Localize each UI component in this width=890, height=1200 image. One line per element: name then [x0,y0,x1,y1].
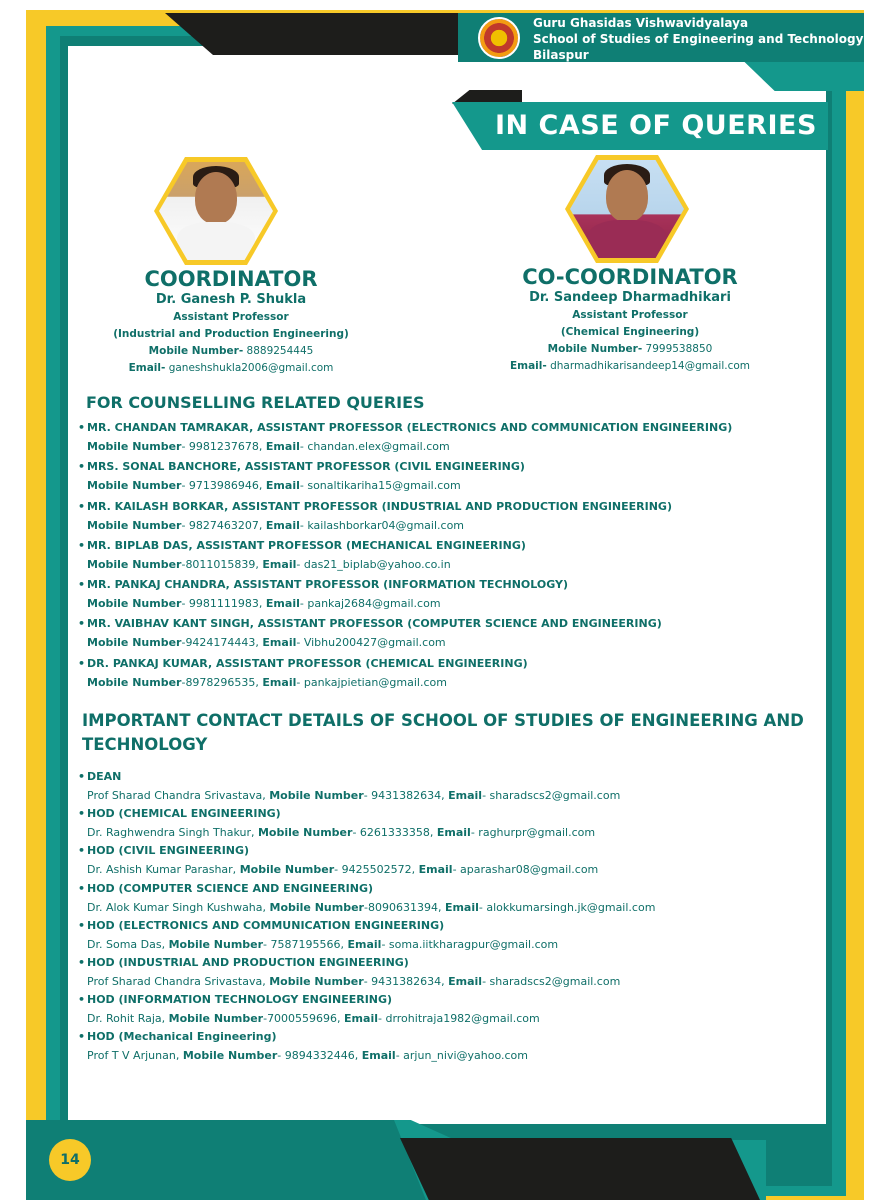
mobile-label: Mobile Number [87,518,182,532]
list-item [78,458,818,497]
email-label: Email [436,826,471,840]
contact-details [78,594,818,613]
contact-details [78,476,818,495]
list-item [78,537,818,576]
email-link[interactable]: dharmadhikarisandeep14@gmail.com [546,360,751,372]
email-link[interactable]: - pankaj2684@gmail.com [299,597,441,611]
email-label: Email [448,974,483,988]
footer-black-band [400,1138,760,1200]
mobile-label: Mobile Number [87,636,182,650]
contact-details [78,823,818,842]
contact-details [78,437,818,456]
mobile-label: Mobile Number- [547,343,643,355]
mobile-value: -8011015839, [181,557,263,571]
list-item [78,498,818,537]
mobile-value: - 9431382634, [363,789,449,802]
contact-heading: • HOD (COMPUTER SCIENCE AND ENGINEERING) [78,880,818,898]
contact-heading: • HOD (CIVIL ENGINEERING) [78,842,818,860]
email-label: Email [444,900,479,914]
list-item [78,880,818,917]
list-item [78,576,818,615]
photo-face [606,170,648,222]
mobile-value: - 9713986946, [181,479,266,493]
contact-details [78,860,818,879]
email-label: Email [265,518,300,532]
coordinator-mobile [96,343,366,360]
list-item [78,917,818,954]
mobile-label: Mobile Number [168,1012,264,1026]
email-label: Email- [509,360,547,372]
contact-heading: • DR. PANKAJ KUMAR, ASSISTANT PROFESSOR (CHEMICAL ENGINEERING) [78,655,818,673]
mobile-value: - 9431382634, [363,974,449,988]
counselling-section-title: FOR COUNSELLING RELATED QUERIES [86,393,425,412]
mobile-label: Mobile Number- [148,345,244,357]
contact-heading: • MRS. SONAL BANCHORE, ASSISTANT PROFESSOR (CIVIL ENGINEERING) [78,458,818,476]
list-item [78,419,818,458]
email-link[interactable]: - sharadscs2@gmail.com [482,789,621,802]
contact-details [78,972,818,991]
coordinator-role: COORDINATOR [144,267,318,291]
contact-heading: • MR. CHANDAN TAMRAKAR, ASSISTANT PROFESSOR (ELECTRONICS AND COMMUNICATION ENGINEERING) [78,419,818,437]
coordinator-card [96,268,366,377]
email-link[interactable]: - arjun_nivi@yahoo.com [395,1049,528,1063]
mobile-label: Mobile Number [87,557,182,571]
co-coordinator-email [490,358,770,375]
contact-details [78,898,818,917]
contact-heading: • HOD (INFORMATION TECHNOLOGY ENGINEERING) [78,991,818,1009]
person-name: Dr. Raghwendra Singh Thakur, [87,826,258,840]
mobile-value: - 7587195566, [263,937,348,951]
mobile-label: Mobile Number [87,440,182,453]
mobile-value: -9424174443, [181,636,263,650]
university-logo-icon [478,17,520,59]
mobile-value: - 9981237678, [181,440,266,453]
mobile-label: Mobile Number [239,863,335,877]
person-name: Dr. Rohit Raja, [87,1012,169,1026]
city-name: Bilaspur [533,48,589,62]
contact-heading: • DEAN [78,768,818,786]
mobile-value: -8090631394, [363,900,445,914]
photo-face [195,172,237,224]
person-name: Dr. Ashish Kumar Parashar, [87,863,240,877]
list-item [78,991,818,1028]
contact-details [78,673,818,692]
contact-details [78,555,818,574]
list-item [78,615,818,654]
counselling-list [78,419,818,694]
email-link[interactable]: - das21_biplab@yahoo.co.in [296,557,451,571]
email-link[interactable]: ganeshshukla2006@gmail.com [165,362,334,374]
email-label: Email [262,675,297,689]
email-label: Email [265,597,300,611]
email-label: Email [344,1012,378,1026]
contact-details [78,633,818,652]
email-link[interactable]: - sonaltikariha15@gmail.com [299,479,461,493]
email-link[interactable]: - Vibhu200427@gmail.com [296,636,446,650]
email-link[interactable]: - aparashar08@gmail.com [452,863,599,877]
school-name: School of Studies of Engineering and Technology [533,32,864,46]
university-name: Guru Ghasidas Vishwavidyalaya [533,16,749,30]
contact-heading: • HOD (CHEMICAL ENGINEERING) [78,805,818,823]
contact-heading: • HOD (Mechanical Engineering) [78,1028,818,1046]
person-name: Prof Sharad Chandra Srivastava, [87,974,270,988]
contact-details [78,786,818,805]
co-coordinator-photo [570,160,684,258]
list-item [78,655,818,694]
person-name: Dr. Alok Kumar Singh Kushwaha, [87,900,270,914]
page-number-badge [49,1139,91,1181]
email-label: Email [361,1049,396,1063]
email-label: Email [262,557,297,571]
page-number: 14 [60,1152,80,1168]
mobile-value: 7999538850 [642,343,713,355]
email-link[interactable]: - raghurpr@gmail.com [470,826,596,840]
coordinator-designation: Assistant Professor [173,311,289,323]
photo-shirt [588,220,666,258]
contact-heading: • MR. VAIBHAV KANT SINGH, ASSISTANT PROFESSOR (COMPUTER SCIENCE AND ENGINEERING) [78,615,818,633]
contact-heading: • HOD (ELECTRONICS AND COMMUNICATION ENGINEERING) [78,917,818,935]
contact-heading: • MR. BIPLAB DAS, ASSISTANT PROFESSOR (MECHANICAL ENGINEERING) [78,537,818,555]
email-label: Email [265,479,300,493]
contact-details [78,516,818,535]
mobile-value: - 9981111983, [181,597,266,611]
mobile-label: Mobile Number [87,675,182,689]
mobile-value: -7000559696, [263,1012,345,1026]
co-coordinator-designation: Assistant Professor [572,309,688,321]
coordinator-photo [159,162,273,260]
email-label: Email [347,937,382,951]
contact-heading: • MR. PANKAJ CHANDRA, ASSISTANT PROFESSOR (INFORMATION TECHNOLOGY) [78,576,818,594]
email-link[interactable]: - drrohitraja1982@gmail.com [378,1012,540,1026]
mobile-label: Mobile Number [269,900,364,914]
co-coordinator-department: (Chemical Engineering) [560,326,700,338]
email-link[interactable]: - sharadscs2@gmail.com [482,974,621,988]
email-label: Email- [128,362,166,374]
coordinator-email [96,360,366,377]
person-name: Dr. Soma Das, [87,937,169,951]
mobile-value: - 9425502572, [334,863,419,877]
list-item [78,954,818,991]
coordinator-department: (Industrial and Production Engineering) [113,328,349,340]
list-item [78,842,818,879]
mobile-label: Mobile Number [168,937,264,951]
mobile-value: - 9827463207, [181,518,266,532]
mobile-label: Mobile Number [269,789,364,802]
top-black-band [165,13,485,55]
list-item [78,1028,818,1065]
coordinator-name: Dr. Ganesh P. Shukla [155,292,307,307]
mobile-label: Mobile Number [269,974,364,988]
co-coordinator-role: CO-COORDINATOR [522,265,738,289]
email-label: Email [448,789,483,802]
contact-details [78,1046,818,1065]
email-link[interactable]: - pankajpietian@gmail.com [296,675,447,689]
mobile-label: Mobile Number [257,826,353,840]
contact-heading: • HOD (INDUSTRIAL AND PRODUCTION ENGINEERING) [78,954,818,972]
mobile-value: - 6261333358, [352,826,437,840]
mobile-value: -8978296535, [181,675,263,689]
mobile-label: Mobile Number [87,597,182,611]
co-coordinator-name: Dr. Sandeep Dharmadhikari [529,290,731,305]
email-label: Email [418,863,453,877]
email-label: Email [262,636,297,650]
contact-details [78,935,818,954]
person-name: Prof Sharad Chandra Srivastava, [87,789,270,802]
co-coordinator-mobile [490,341,770,358]
email-link[interactable]: - soma.iitkharagpur@gmail.com [381,937,559,951]
contact-details [78,1009,818,1028]
mobile-value: 8889254445 [243,345,314,357]
email-link[interactable]: - chandan.elex@gmail.com [299,440,450,453]
email-link[interactable]: - alokkumarsingh.jk@gmail.com [478,900,656,914]
mobile-label: Mobile Number [182,1049,278,1063]
list-item [78,768,818,805]
email-label: Email [265,440,300,453]
important-contacts-title: IMPORTANT CONTACT DETAILS OF SCHOOL OF STUDIES OF ENGINEERING AND TECHNOLOGY [82,711,804,754]
list-item [78,805,818,842]
person-name: Prof T V Arjunan, [87,1049,183,1063]
mobile-value: - 9894332446, [277,1049,362,1063]
co-coordinator-card [490,266,770,375]
mobile-label: Mobile Number [87,479,182,493]
email-link[interactable]: - kailashborkar04@gmail.com [299,518,465,532]
important-contacts-list [78,768,818,1066]
photo-shirt [177,222,255,260]
page-title: IN CASE OF QUERIES [495,110,817,141]
contact-heading: • MR. KAILASH BORKAR, ASSISTANT PROFESSOR (INDUSTRIAL AND PRODUCTION ENGINEERING) [78,498,818,516]
